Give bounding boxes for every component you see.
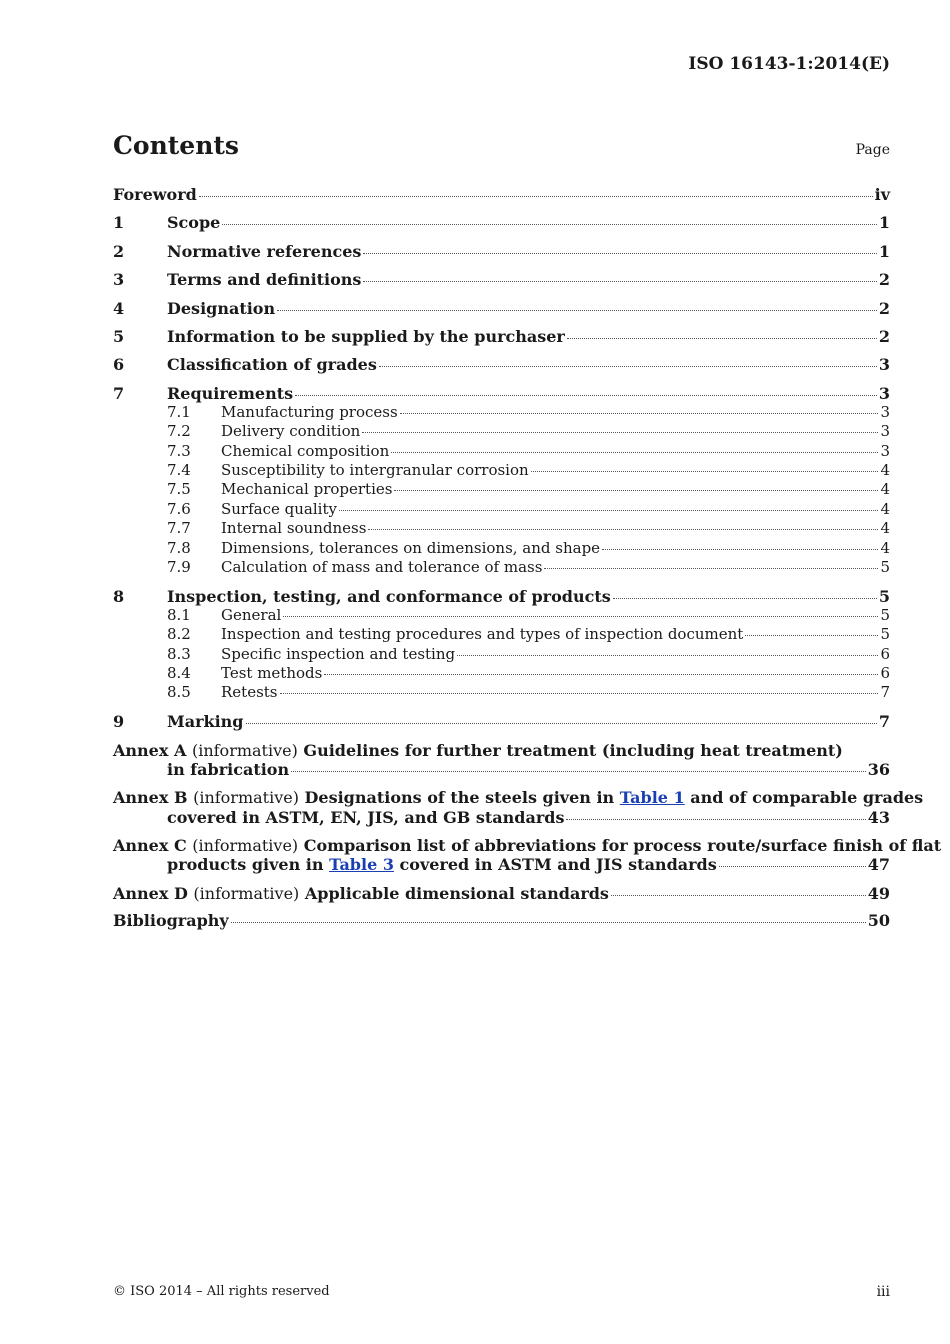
toc-title: Terms and definitions [167,270,362,290]
toc-page-number: 3 [880,402,890,421]
toc-page-number: 1 [878,241,890,261]
toc-page-number: 4 [880,460,890,479]
toc-clause-number: 1 [113,213,125,233]
dot-leader [719,866,866,867]
dot-leader [379,366,877,367]
dot-leader [280,693,879,694]
toc-page-number: 36 [867,759,890,779]
dot-leader [283,616,878,617]
toc-entry[interactable] [113,299,890,318]
annex-type: (informative) [193,788,299,808]
toc-title: Normative references [167,241,362,261]
toc-entry[interactable] [113,185,890,204]
annex-type: (informative) [193,883,300,903]
toc-subclause-number: 7.8 [167,538,191,557]
toc-title: Internal soundness [221,519,367,538]
toc-subclause-number: 8.1 [167,605,191,624]
toc-page-number: 47 [867,855,890,875]
toc-title: Foreword [113,185,197,204]
toc-title: Surface quality [221,499,337,518]
annex-title-cont: products given in [167,855,324,875]
toc-bibliography[interactable] [113,911,890,930]
toc-entry[interactable] [113,712,890,731]
toc-page-number: 43 [867,807,890,827]
toc-page-number: 2 [878,326,890,346]
toc-subentry[interactable] [113,480,890,499]
toc-clause-number: 8 [113,586,125,606]
dot-leader [291,771,866,772]
dot-leader [324,674,878,675]
toc-page-number: 7 [878,712,890,732]
dot-leader [566,819,865,820]
toc-title: Designation [167,298,276,318]
toc-page-number: 5 [880,605,890,624]
toc-clause-number: 6 [113,355,125,375]
dot-leader [295,395,877,396]
toc-subclause-number: 8.3 [167,644,191,663]
toc-title: Test methods [221,664,323,682]
toc-entry[interactable] [113,213,890,232]
toc-page-number: 2 [878,298,890,318]
toc-page-number: 3 [878,383,890,403]
toc-entry[interactable] [113,327,890,346]
annex-type: (informative) [192,836,299,856]
toc-page-number: 50 [867,911,890,931]
toc-page-number: 2 [878,270,890,290]
toc-subentry[interactable] [113,500,890,519]
annex-title: Comparison list of abbreviations for process route/surface finish of flat [303,836,942,856]
toc-subclause-number: 8.2 [167,625,191,644]
toc-subentry[interactable] [113,645,890,664]
toc-title: Dimensions, tolerances on dimensions, and shape [221,538,601,557]
toc-page-number: iv [874,185,890,204]
toc-title: Information to be supplied by the purchaser [167,326,565,346]
annex-label: Annex C [113,836,187,856]
annex-title-cont: covered in ASTM, EN, JIS, and GB standards [167,807,565,827]
dot-leader [602,549,878,550]
toc-title: Marking [167,712,244,732]
annex-title-tail: covered in ASTM and JIS standards [399,855,717,875]
toc-subentry[interactable] [113,403,890,422]
toc-title: Inspection and testing procedures and types of inspection document [221,625,744,644]
toc-title: Retests [221,683,278,702]
copyright-notice: © ISO 2014 – All rights reserved [113,1284,330,1299]
toc-title: Mechanical properties [221,480,393,499]
dot-leader [613,598,877,599]
toc-title: Delivery condition [221,422,361,441]
toc-page-number: 4 [880,538,890,557]
toc-subentry[interactable] [113,664,890,683]
annex-title-cont: in fabrication [167,759,290,779]
annex-title: Applicable dimensional standards [304,883,609,903]
dot-leader [457,655,878,656]
toc-subentry[interactable] [113,558,890,577]
toc-subentry[interactable] [113,683,890,702]
toc-clause-number: 2 [113,241,125,261]
dot-leader [362,432,878,433]
table-1-link[interactable]: Table 1 [619,788,685,808]
dot-leader [745,635,878,636]
dot-leader [544,568,878,569]
toc-entry[interactable] [113,587,890,606]
toc-clause-number: 3 [113,270,125,290]
toc-page-number: 49 [867,883,890,903]
toc-annex-a[interactable] [113,741,890,779]
toc-title: Specific inspection and testing [221,644,456,663]
dot-leader [394,490,878,491]
toc-subclause-number: 7.5 [167,480,191,499]
toc-clause-number: 9 [113,712,125,732]
toc-page-number: 4 [880,480,890,499]
dot-leader [400,413,879,414]
toc-subclause-number: 7.3 [167,441,191,460]
annex-type: (informative) [191,740,298,760]
toc-page-number: 3 [880,441,890,460]
dot-leader [363,253,876,254]
dot-leader [391,452,878,453]
toc-clauses [113,185,890,731]
toc-subclause-number: 7.7 [167,519,191,538]
toc-page-number: 4 [880,499,890,518]
contents-heading: Contents [113,131,240,160]
toc-subentry[interactable] [113,606,890,625]
toc-clause-number: 7 [113,383,125,403]
toc-entry[interactable] [113,270,890,289]
toc-title: Inspection, testing, and conformance of products [167,586,611,606]
toc-subentry[interactable] [113,539,890,558]
annex-label: Annex B [113,788,188,808]
toc-clause-number: 5 [113,326,125,346]
toc-title: Bibliography [113,911,229,931]
toc-subclause-number: 7.9 [167,557,191,576]
toc-page-number: 3 [880,422,890,441]
toc-subclause-number: 7.4 [167,460,191,479]
toc-annex-c[interactable] [113,836,942,875]
toc-page-number: 5 [880,557,890,576]
toc-title: Susceptibility to intergranular corrosion [221,460,529,479]
toc-title: Calculation of mass and tolerance of mass [221,557,543,576]
toc-subclause-number: 7.6 [167,499,191,518]
toc-subclause-number: 7.1 [167,402,191,421]
toc-subentry[interactable] [113,625,890,644]
toc-annex-d[interactable] [113,884,890,903]
annex-title: Designations of the steels given in [304,788,615,808]
dot-leader [363,281,876,282]
table-of-contents [113,185,942,931]
toc-page-number: 6 [880,664,890,682]
toc-subentry[interactable] [113,422,890,441]
dot-leader [567,338,877,339]
dot-leader [339,510,879,511]
dot-leader [611,895,866,896]
page-column-label: Page [855,142,890,158]
dot-leader [368,529,878,530]
toc-title: Chemical composition [221,441,390,460]
dot-leader [531,471,879,472]
toc-subclause-number: 8.5 [167,683,191,702]
toc-page-number: 3 [878,355,890,375]
toc-page-number: 7 [880,683,890,702]
toc-page-number: 6 [880,644,890,663]
toc-subentry[interactable] [113,461,890,480]
toc-annex-b[interactable] [113,788,924,827]
dot-leader [199,196,873,197]
dot-leader [246,723,877,724]
toc-title: Classification of grades [167,355,377,375]
page-number: iii [876,1284,890,1300]
toc-title: Manufacturing process [221,402,398,421]
toc-subentry[interactable] [113,442,890,461]
toc-subclause-number: 7.2 [167,422,191,441]
toc-subentry[interactable] [113,519,890,538]
document-id: ISO 16143-1:2014(E) [688,54,890,74]
table-3-link[interactable]: Table 3 [329,855,394,875]
annex-label: Annex D [113,883,188,903]
annex-title: Guidelines for further treatment (including heat treatment) [303,740,843,760]
toc-subclause-number: 8.4 [167,664,191,682]
dot-leader [222,224,877,225]
toc-page-number: 1 [878,213,890,233]
toc-clause-number: 4 [113,298,125,318]
toc-entry[interactable] [113,242,890,261]
toc-title: General [221,605,282,624]
toc-entry[interactable] [113,384,890,403]
toc-page-number: 5 [878,586,890,606]
toc-page-number: 5 [880,625,890,644]
annex-label: Annex A [113,740,187,760]
dot-leader [231,922,866,923]
toc-page-number: 4 [880,519,890,538]
dot-leader [277,310,877,311]
toc-title: Requirements [167,383,294,403]
toc-entry[interactable] [113,355,890,374]
toc-title: Scope [167,213,221,233]
annex-title-tail: and of comparable grades [690,788,924,808]
